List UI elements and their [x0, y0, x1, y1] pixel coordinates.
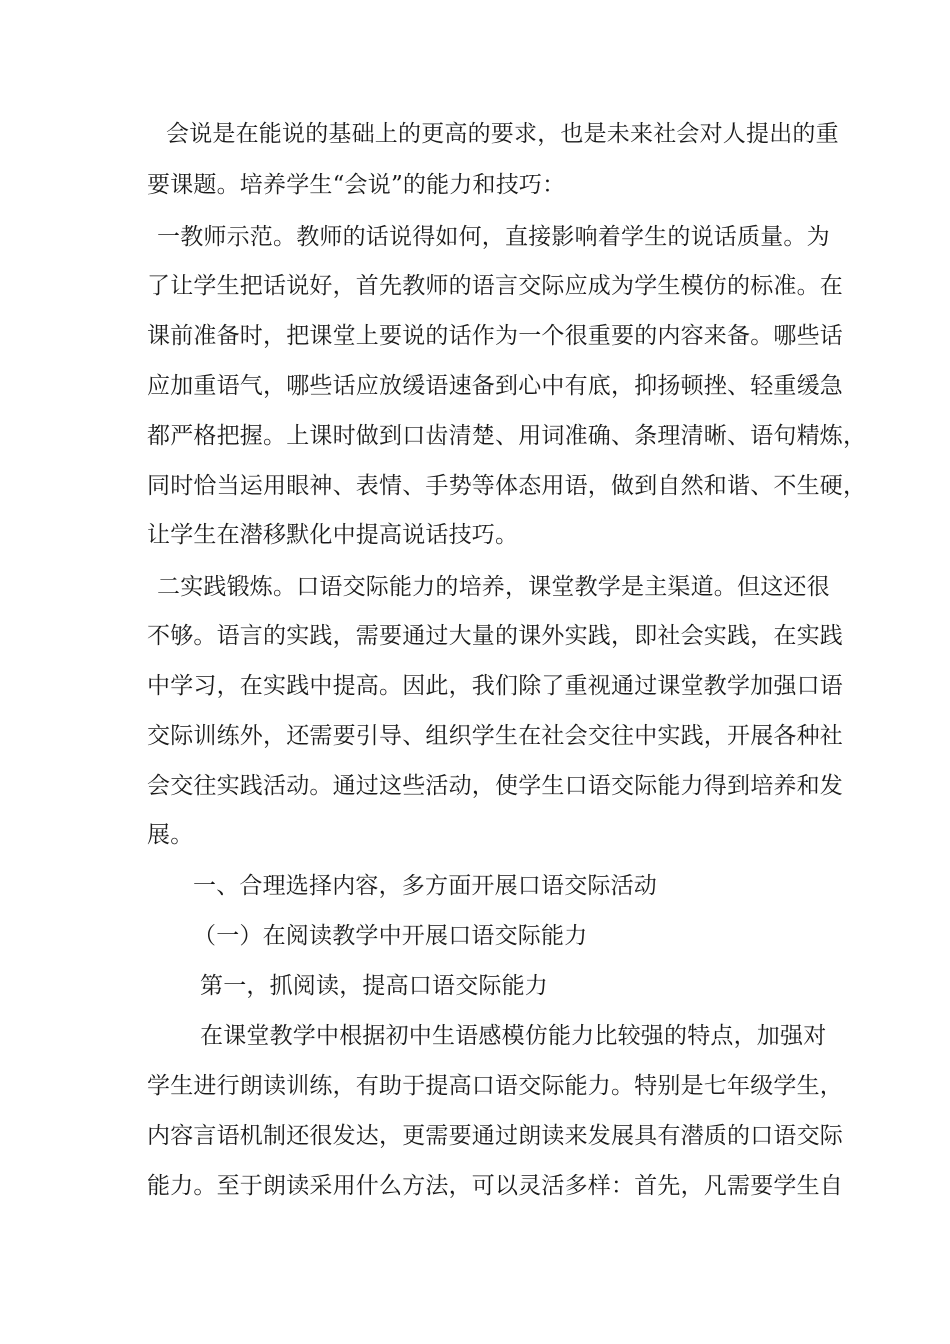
text-line: 会交往实践活动。通过这些活动，使学生口语交际能力得到培养和发 — [147, 773, 843, 799]
point-heading: 第一，抓阅读，提高口语交际能力 — [200, 973, 548, 999]
subsection-heading: （一）在阅读教学中开展口语交际能力 — [193, 923, 588, 949]
text-line: 能力。至于朗读采用什么方法，可以灵活多样：首先，凡需要学生自 — [147, 1173, 843, 1199]
text-line: 了让学生把话说好，首先教师的语言交际应成为学生模仿的标准。在 — [147, 273, 843, 299]
text-line: 二实践锻炼。口语交际能力的培养，课堂教学是主渠道。但这还很 — [157, 574, 830, 600]
text-line: 中学习，在实践中提高。因此，我们除了重视通过课堂教学加强口语 — [147, 673, 843, 699]
text-line: 会说是在能说的基础上的更高的要求，也是未来社会对人提出的重 — [166, 121, 839, 147]
section-heading: 一、合理选择内容，多方面开展口语交际活动 — [193, 873, 657, 899]
text-line: 交际训练外，还需要引导、组织学生在社会交往中实践，开展各种社 — [147, 723, 843, 749]
text-line: 都严格把握。上课时做到口齿清楚、用词准确、条理清晰、语句精炼， — [147, 423, 867, 449]
text-line: 一教师示范。教师的话说得如何，直接影响着学生的说话质量。为 — [157, 224, 830, 250]
text-line: 在课堂教学中根据初中生语感模仿能力比较强的特点，加强对 — [200, 1023, 827, 1049]
text-line: 让学生在潜移默化中提高说话技巧。 — [147, 522, 519, 548]
text-line: 要课题。培养学生“会说”的能力和技巧： — [147, 172, 566, 198]
text-line: 课前准备时，把课堂上要说的话作为一个很重要的内容来备。哪些话 — [147, 323, 843, 349]
text-line: 展。 — [147, 822, 194, 848]
text-line: 内容言语机制还很发达，更需要通过朗读来发展具有潜质的口语交际 — [147, 1123, 843, 1149]
text-line: 同时恰当运用眼神、表情、手势等体态用语，做到自然和谐、不生硬， — [147, 473, 867, 499]
text-line: 应加重语气，哪些话应放缓语速备到心中有底，抑扬顿挫、轻重缓急 — [147, 373, 843, 399]
text-line: 学生进行朗读训练，有助于提高口语交际能力。特别是七年级学生， — [147, 1073, 843, 1099]
text-line: 不够。语言的实践，需要通过大量的课外实践，即社会实践，在实践 — [147, 623, 843, 649]
